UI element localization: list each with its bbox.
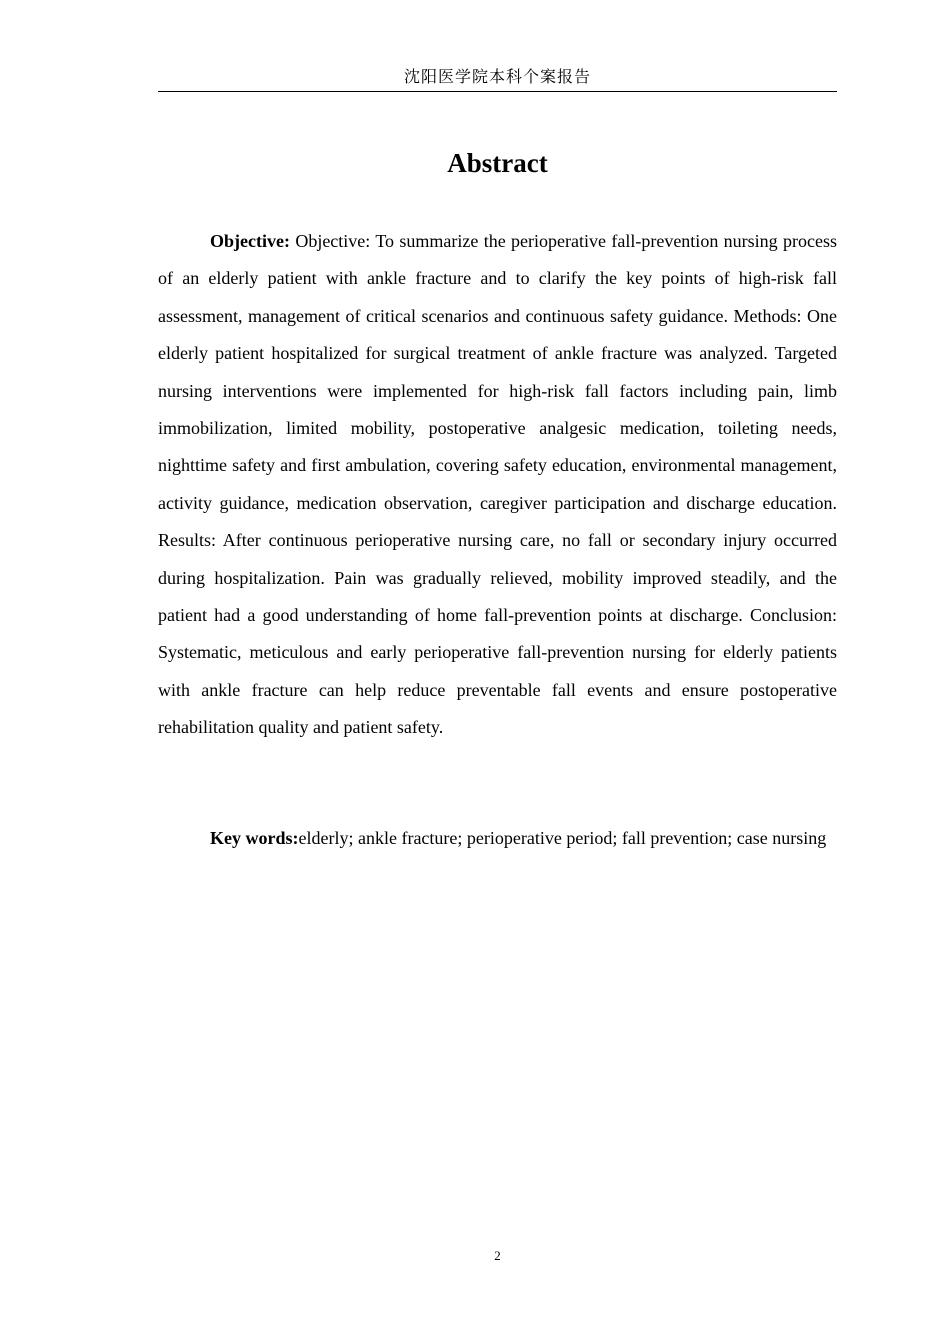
- keywords-paragraph: [158, 820, 837, 857]
- page-number: 2: [494, 1248, 501, 1263]
- running-header: 沈阳医学院本科个案报告: [403, 67, 591, 86]
- header-divider: [158, 91, 837, 92]
- keywords-label: Key words:: [210, 828, 299, 848]
- abstract-title: Abstract: [447, 148, 548, 178]
- keywords-text: elderly; ankle fracture; perioperative period; fall prevention; case nursing: [298, 828, 827, 848]
- objective-text: Objective: To summarize the perioperative fall-prevention nursing process of an elderly patient with ankle fracture and to clarify the key points of high-risk fall assessment, management of critical scenarios and continuous safety guidance. Methods: One elderly patient hospitalized for surgical treatment of ankle fracture was analyzed. Targeted nursing interventions were implemented for high-risk fall factors including pain, limb immobilization, limited mobility, postoperative analgesic medication, toileting needs, nighttime safety and first ambulation, covering safety education, environmental management, activity guidance, medication observation, caregiver participation and discharge education. Results: After continuous perioperative nursing care, no fall or secondary injury occurred during hospitalization. Pain was gradually relieved, mobility improved steadily, and the patient had a good understanding of home fall-prevention points at discharge. Conclusion: Systematic, meticulous and early perioperative fall-prevention nursing for elderly patients with ankle fracture can help reduce preventable fall events and ensure postoperative rehabilitation quality and patient safety.: [158, 231, 837, 738]
- abstract-paragraph: [158, 223, 837, 747]
- objective-label: Objective:: [210, 231, 290, 251]
